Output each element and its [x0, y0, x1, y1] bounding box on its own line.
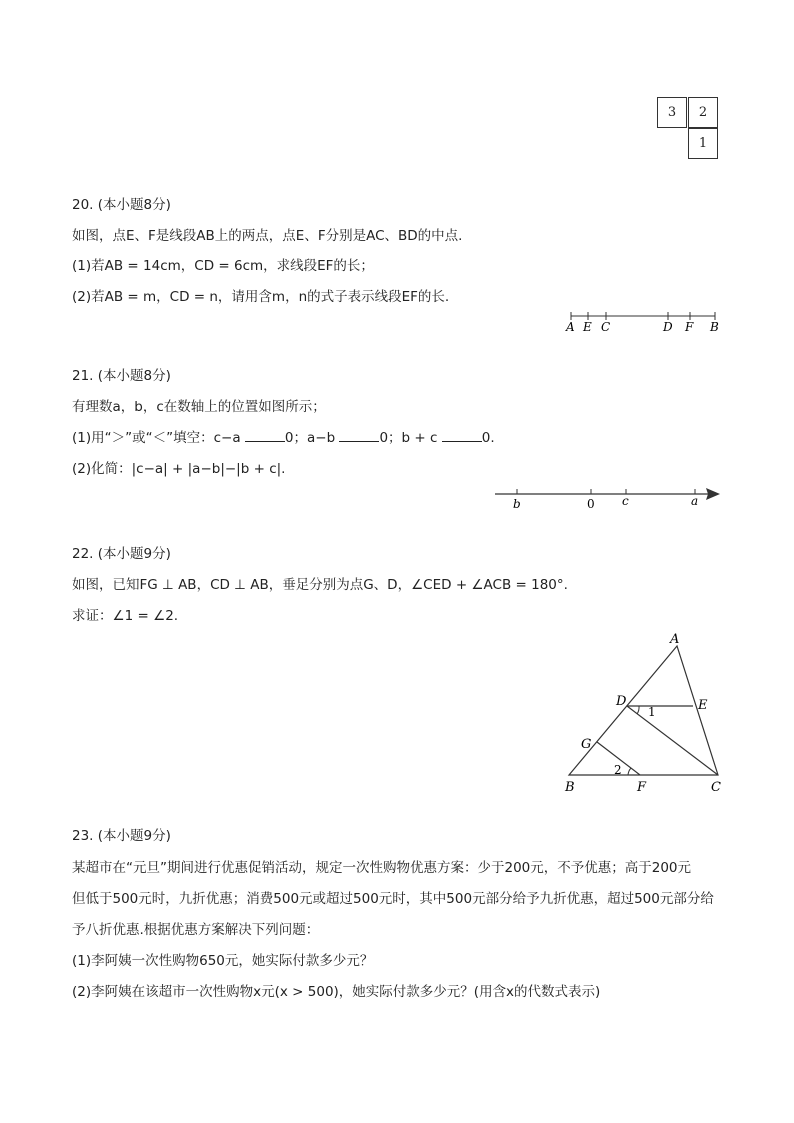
label-c: c — [622, 494, 629, 508]
q20-statement: 如图，点E、F是线段AB上的两点，点E、F分别是AC、BD的中点. — [72, 228, 463, 244]
q23-statement-line-3: 予八折优惠.根据优惠方案解决下列问题： — [72, 922, 320, 938]
label-angle-2: 2 — [614, 763, 622, 777]
label-d: D — [616, 694, 627, 709]
q22-header: 22. (本小题9分) — [72, 546, 171, 562]
q20-header: 20. (本小题8分) — [72, 197, 171, 213]
label-d: D — [663, 320, 673, 334]
label-a: A — [566, 320, 575, 334]
q21-part1-text-4: 0. — [481, 430, 495, 446]
cube-net-cell-3: 3 — [657, 97, 687, 128]
q23-statement-line-1: 某超市在“元旦”期间进行优惠促销活动，规定一次性购物优惠方案：少于200元，不予优惠；高于200元 — [72, 860, 692, 876]
cube-net-cell-1: 1 — [688, 128, 718, 159]
q21-part1-text-1: (1)用“＞”或“＜”填空：c−a — [72, 430, 245, 446]
label-c: C — [601, 320, 611, 334]
segment-dc — [627, 706, 718, 775]
q23-part2: (2)李阿姨在该超市一次性购物x元(x > 500)，她实际付款多少元？(用含x的代数式表示) — [72, 984, 601, 1000]
q21-part2: (2)化简：|c−a| + |a−b|−|b + c|. — [72, 461, 286, 477]
label-c: C — [711, 780, 721, 795]
q21-part1-text-2: 0；a−b — [284, 430, 340, 446]
triangle-abc — [569, 646, 718, 775]
label-f: F — [685, 320, 694, 334]
cube-net-cell-2: 2 — [688, 97, 718, 128]
angle-2-arc — [628, 768, 631, 775]
q20-part1: (1)若AB = 14cm，CD = 6cm，求线段EF的长； — [72, 258, 374, 274]
answer-blank[interactable] — [339, 429, 379, 442]
q22-prove: 求证：∠1 = ∠2. — [72, 608, 179, 624]
q20-segment-figure — [560, 308, 730, 336]
label-a: a — [691, 494, 699, 508]
angle-1-arc — [637, 706, 639, 714]
label-b: b — [513, 497, 521, 511]
label-angle-1: 1 — [648, 705, 656, 719]
answer-blank[interactable] — [245, 429, 285, 442]
answer-blank[interactable] — [442, 429, 482, 442]
q21-number-line-figure — [490, 482, 726, 512]
q20-part2: (2)若AB = m，CD = n，请用含m，n的式子表示线段EF的长. — [72, 289, 450, 305]
q21-part1-text-3: 0；b + c — [379, 430, 442, 446]
q21-statement: 有理数a，b，c在数轴上的位置如图所示； — [72, 399, 326, 415]
label-e: E — [583, 320, 592, 334]
q22-statement: 如图，已知FG ⊥ AB，CD ⊥ AB，垂足分别为点G、D，∠CED + ∠ACB = 180°. — [72, 577, 568, 593]
label-zero: 0 — [587, 497, 595, 511]
q21-header: 21. (本小题8分) — [72, 368, 171, 384]
q22-triangle-figure — [560, 628, 730, 798]
q21-part1 — [72, 429, 495, 447]
q23-statement-line-2: 但低于500元时，九折优惠；消费500元或超过500元时，其中500元部分给予九折优惠，超过500元部分给 — [72, 891, 714, 907]
label-b: B — [565, 780, 575, 795]
q23-header: 23. (本小题9分) — [72, 828, 171, 844]
q23-part1: (1)李阿姨一次性购物650元，她实际付款多少元？ — [72, 953, 374, 969]
arrow-right-icon — [706, 488, 720, 500]
label-f: F — [637, 780, 647, 795]
label-g: G — [581, 737, 592, 752]
label-e: E — [698, 698, 708, 713]
label-b: B — [710, 320, 719, 334]
label-a: A — [670, 632, 680, 647]
